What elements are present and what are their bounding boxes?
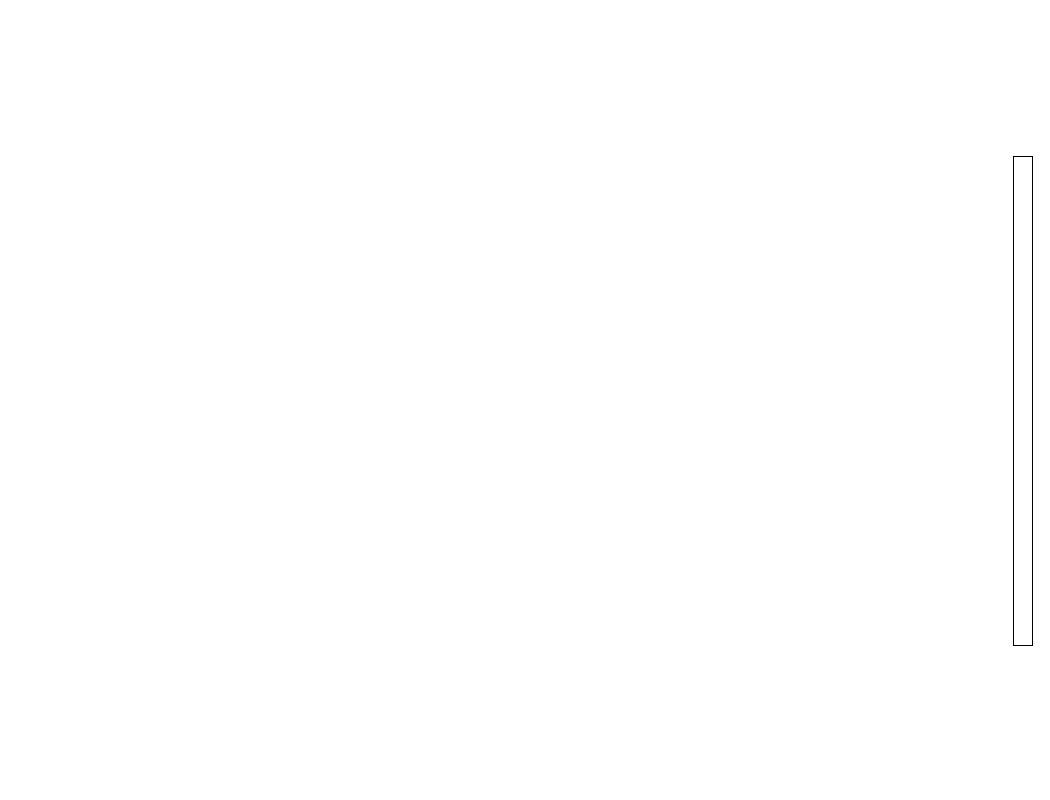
colorbar	[1013, 156, 1033, 646]
colorbar-gradient	[1013, 156, 1033, 646]
